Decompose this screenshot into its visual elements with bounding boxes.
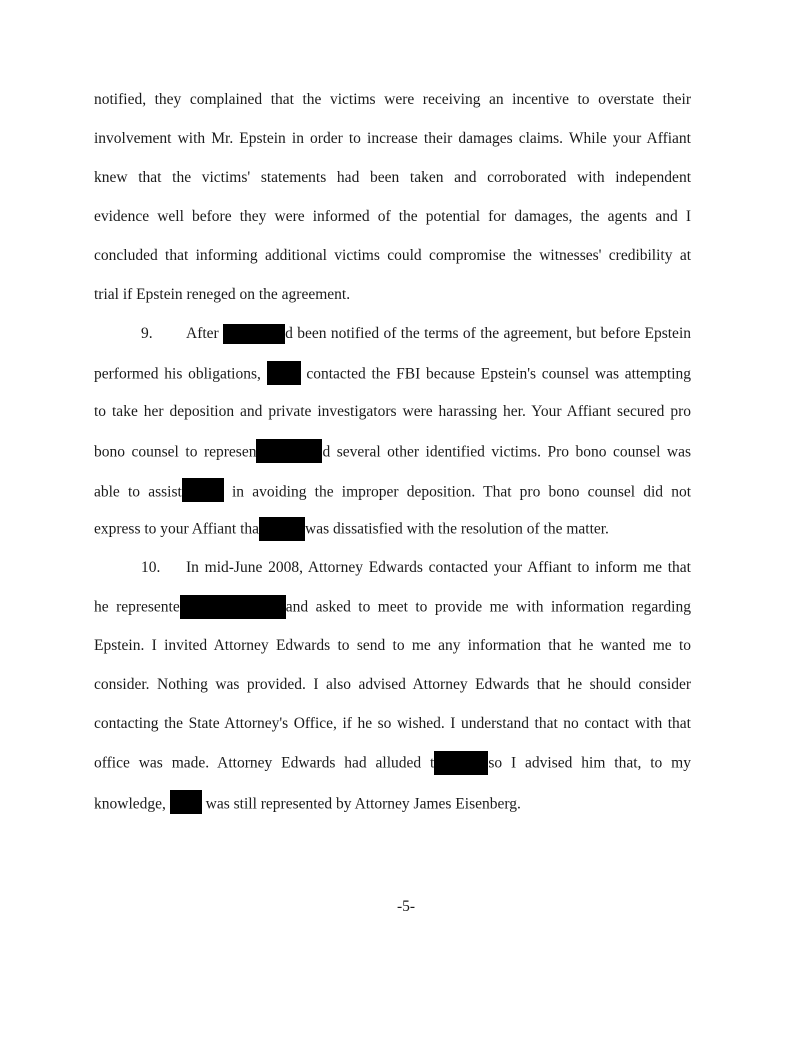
paragraph-10-line-1: In mid-June 2008, Attorney Edwards contacted your Affiant to inform me that	[186, 559, 691, 576]
paragraph-8-line-3: knew that the victims' statements had been taken and corroborated with independent	[94, 169, 691, 186]
paragraph-10-line-6	[94, 751, 691, 775]
redaction-box	[256, 439, 322, 463]
paragraph-9-line-5	[94, 478, 691, 502]
redaction-box	[180, 595, 286, 619]
paragraph-9-line-4-text-b: d several other identified victims. Pro bono counsel was	[322, 443, 691, 461]
paragraph-10-line-5: contacting the State Attorney's Office, if he so wished. I understand that no contact with that	[94, 715, 691, 732]
paragraph-10-line-2-text-b: and asked to meet to provide me with information regarding	[285, 598, 691, 616]
paragraph-10-line-7	[94, 790, 691, 814]
paragraph-9-line-5-text-b: in avoiding the improper deposition. That pro bono counsel did not	[232, 483, 691, 501]
redaction-box	[267, 361, 301, 385]
paragraph-8-line-4: evidence well before they were informed of the potential for damages, the agents and I	[94, 208, 691, 225]
paragraph-9-line-2	[94, 361, 691, 385]
paragraph-9-line-2-text-a: performed his obligations,	[94, 365, 261, 383]
paragraph-10-number: 10.	[141, 559, 161, 576]
paragraph-9-line-6	[94, 517, 691, 541]
paragraph-8-line-2: involvement with Mr. Epstein in order to increase their damages claims. While your Affiant	[94, 130, 691, 147]
paragraph-9-line-1-text-b: d been notified of the terms of the agreement, but before Epstein	[285, 325, 691, 342]
paragraph-9-line-4-text-a: bono counsel to represen	[94, 443, 257, 461]
paragraph-9-line-1	[186, 322, 691, 346]
paragraph-9-line-2-text-b: contacted the FBI because Epstein's counsel was attempting	[306, 365, 691, 383]
paragraph-9-line-6-text-a: express to your Affiant tha	[94, 520, 260, 538]
paragraph-10-line-3: Epstein. I invited Attorney Edwards to send to me any information that he wanted me to	[94, 637, 691, 654]
paragraph-9-line-5-text-a: able to assist	[94, 483, 182, 501]
redaction-box	[259, 517, 305, 541]
paragraph-10-line-7-text-b: was still represented by Attorney James Eisenberg.	[205, 795, 521, 813]
paragraph-10-line-4: consider. Nothing was provided. I also advised Attorney Edwards that he should consider	[94, 676, 691, 693]
paragraph-10-line-7-text-a: knowledge,	[94, 795, 166, 813]
redaction-box	[223, 324, 285, 344]
paragraph-10-line-2	[94, 595, 691, 619]
paragraph-8-line-6: trial if Epstein reneged on the agreement.	[94, 286, 351, 303]
paragraph-8-line-5: concluded that informing additional victims could compromise the witnesses' credibility at	[94, 247, 691, 264]
paragraph-9-line-1-text-a: After	[186, 325, 219, 342]
paragraph-10-line-6-text-b: so I advised him that, to my	[488, 754, 691, 772]
paragraph-10-line-2-text-a: he represente	[94, 598, 180, 616]
paragraph-8-line-1: notified, they complained that the victims were receiving an incentive to overstate their	[94, 91, 691, 108]
paragraph-9-line-6-text-b: was dissatisfied with the resolution of the matter.	[305, 520, 609, 538]
paragraph-10-line-6-text-a: office was made. Attorney Edwards had alluded t	[94, 754, 435, 772]
paragraph-9-line-4	[94, 439, 691, 463]
paragraph-9-line-3: to take her deposition and private investigators were harassing her. Your Affiant secured pro	[94, 403, 691, 420]
paragraph-9-number: 9.	[141, 325, 153, 342]
page-number: -5-	[396, 898, 416, 915]
redaction-box	[182, 478, 224, 502]
redaction-box	[434, 751, 488, 775]
redaction-box	[170, 790, 202, 814]
